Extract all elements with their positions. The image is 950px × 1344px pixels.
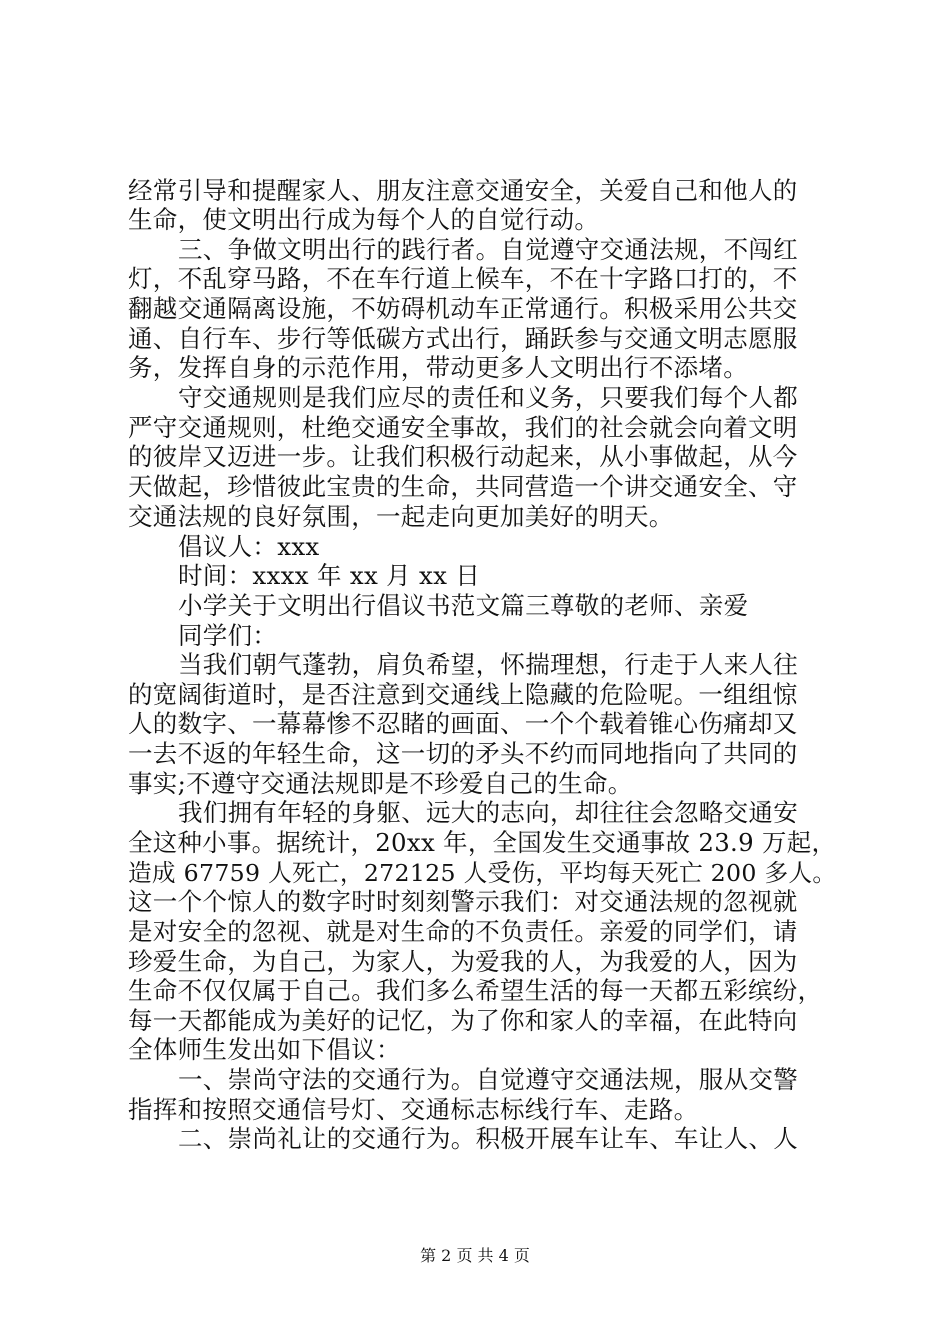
text-line: 守交通规则是我们应尽的责任和义务，只要我们每个人都 — [178, 383, 798, 412]
text-line: 事实;不遵守交通法规即是不珍爱自己的生命。 — [128, 769, 633, 798]
text-line: 通、自行车、步行等低碳方式出行，踊跃参与交通文明志愿服 — [128, 324, 798, 353]
text-line: 严守交通规则，杜绝交通安全事故，我们的社会就会向着文明 — [128, 413, 798, 442]
text-line: 务，发挥自身的示范作用，带动更多人文明出行不添堵。 — [128, 353, 748, 382]
text-line: 一、崇尚守法的交通行为。自觉遵守交通法规，服从交警 — [178, 1065, 798, 1094]
text-line: 三、争做文明出行的践行者。自觉遵守交通法规，不闯红 — [178, 235, 798, 264]
text-line: 这一个个惊人的数字时时刻刻警示我们：对交通法规的忽视就 — [128, 887, 798, 916]
text-line: 交通法规的良好氛围，一起走向更加美好的明天。 — [128, 502, 674, 531]
text-line: 造成 67759 人死亡，272125 人受伤，平均每天死亡 200 多人。 — [128, 859, 837, 887]
text-line: 经常引导和提醒家人、朋友注意交通安全，关爱自己和他人的 — [128, 176, 798, 205]
text-line: 全体师生发出如下倡议： — [128, 1035, 401, 1064]
text-line: 的彼岸又迈进一步。让我们积极行动起来，从小事做起，从今 — [128, 442, 798, 471]
text-line: 我们拥有年轻的身躯、远大的志向，却往往会忽略交通安 — [178, 798, 798, 827]
text-line: 二、崇尚礼让的交通行为。积极开展车让车、车让人、人 — [178, 1124, 798, 1153]
text-line: 一去不返的年轻生命，这一切的矛头不约而同地指向了共同的 — [128, 739, 798, 768]
text-line: 翻越交通隔离设施，不妨碍机动车正常通行。积极采用公共交 — [128, 294, 798, 323]
salutation: 同学们： — [178, 621, 278, 650]
text-line: 珍爱生命，为自己，为家人，为爱我的人，为我爱的人，因为 — [128, 947, 798, 976]
text-line: 是对安全的忽视、就是对生命的不负责任。亲爱的同学们，请 — [128, 917, 798, 946]
page-number-footer: 第 2 页 共 4 页 — [420, 1246, 530, 1265]
date-line: 时间：xxxx 年 xx 月 xx 日 — [178, 561, 481, 590]
text-line: 人的数字、一幕幕惨不忍睹的画面、一个个载着锥心伤痛却又 — [128, 709, 798, 738]
text-line: 生命不仅仅属于自己。我们多么希望生活的每一天都五彩缤纷， — [128, 976, 823, 1005]
text-line: 指挥和按照交通信号灯、交通标志标线行车、走路。 — [128, 1095, 699, 1124]
text-line: 当我们朝气蓬勃，肩负希望，怀揣理想，行走于人来人往 — [178, 650, 798, 679]
text-line: 的宽阔街道时，是否注意到交通线上隐藏的危险呢。一组组惊 — [128, 680, 798, 709]
section-title: 小学关于文明出行倡议书范文篇三尊敬的老师、亲爱 — [178, 591, 749, 620]
text-line: 全这种小事。据统计，20xx 年，全国发生交通事故 23.9 万起， — [128, 828, 837, 857]
signatory-line: 倡议人：xxx — [178, 532, 320, 561]
text-line: 生命，使文明出行成为每个人的自觉行动。 — [128, 205, 600, 234]
text-line: 天做起，珍惜彼此宝贵的生命，共同营造一个讲交通安全、守 — [128, 472, 798, 501]
text-line: 每一天都能成为美好的记忆，为了你和家人的幸福，在此特向 — [128, 1006, 798, 1035]
text-line: 灯，不乱穿马路，不在车行道上候车，不在十字路口打的，不 — [128, 264, 798, 293]
